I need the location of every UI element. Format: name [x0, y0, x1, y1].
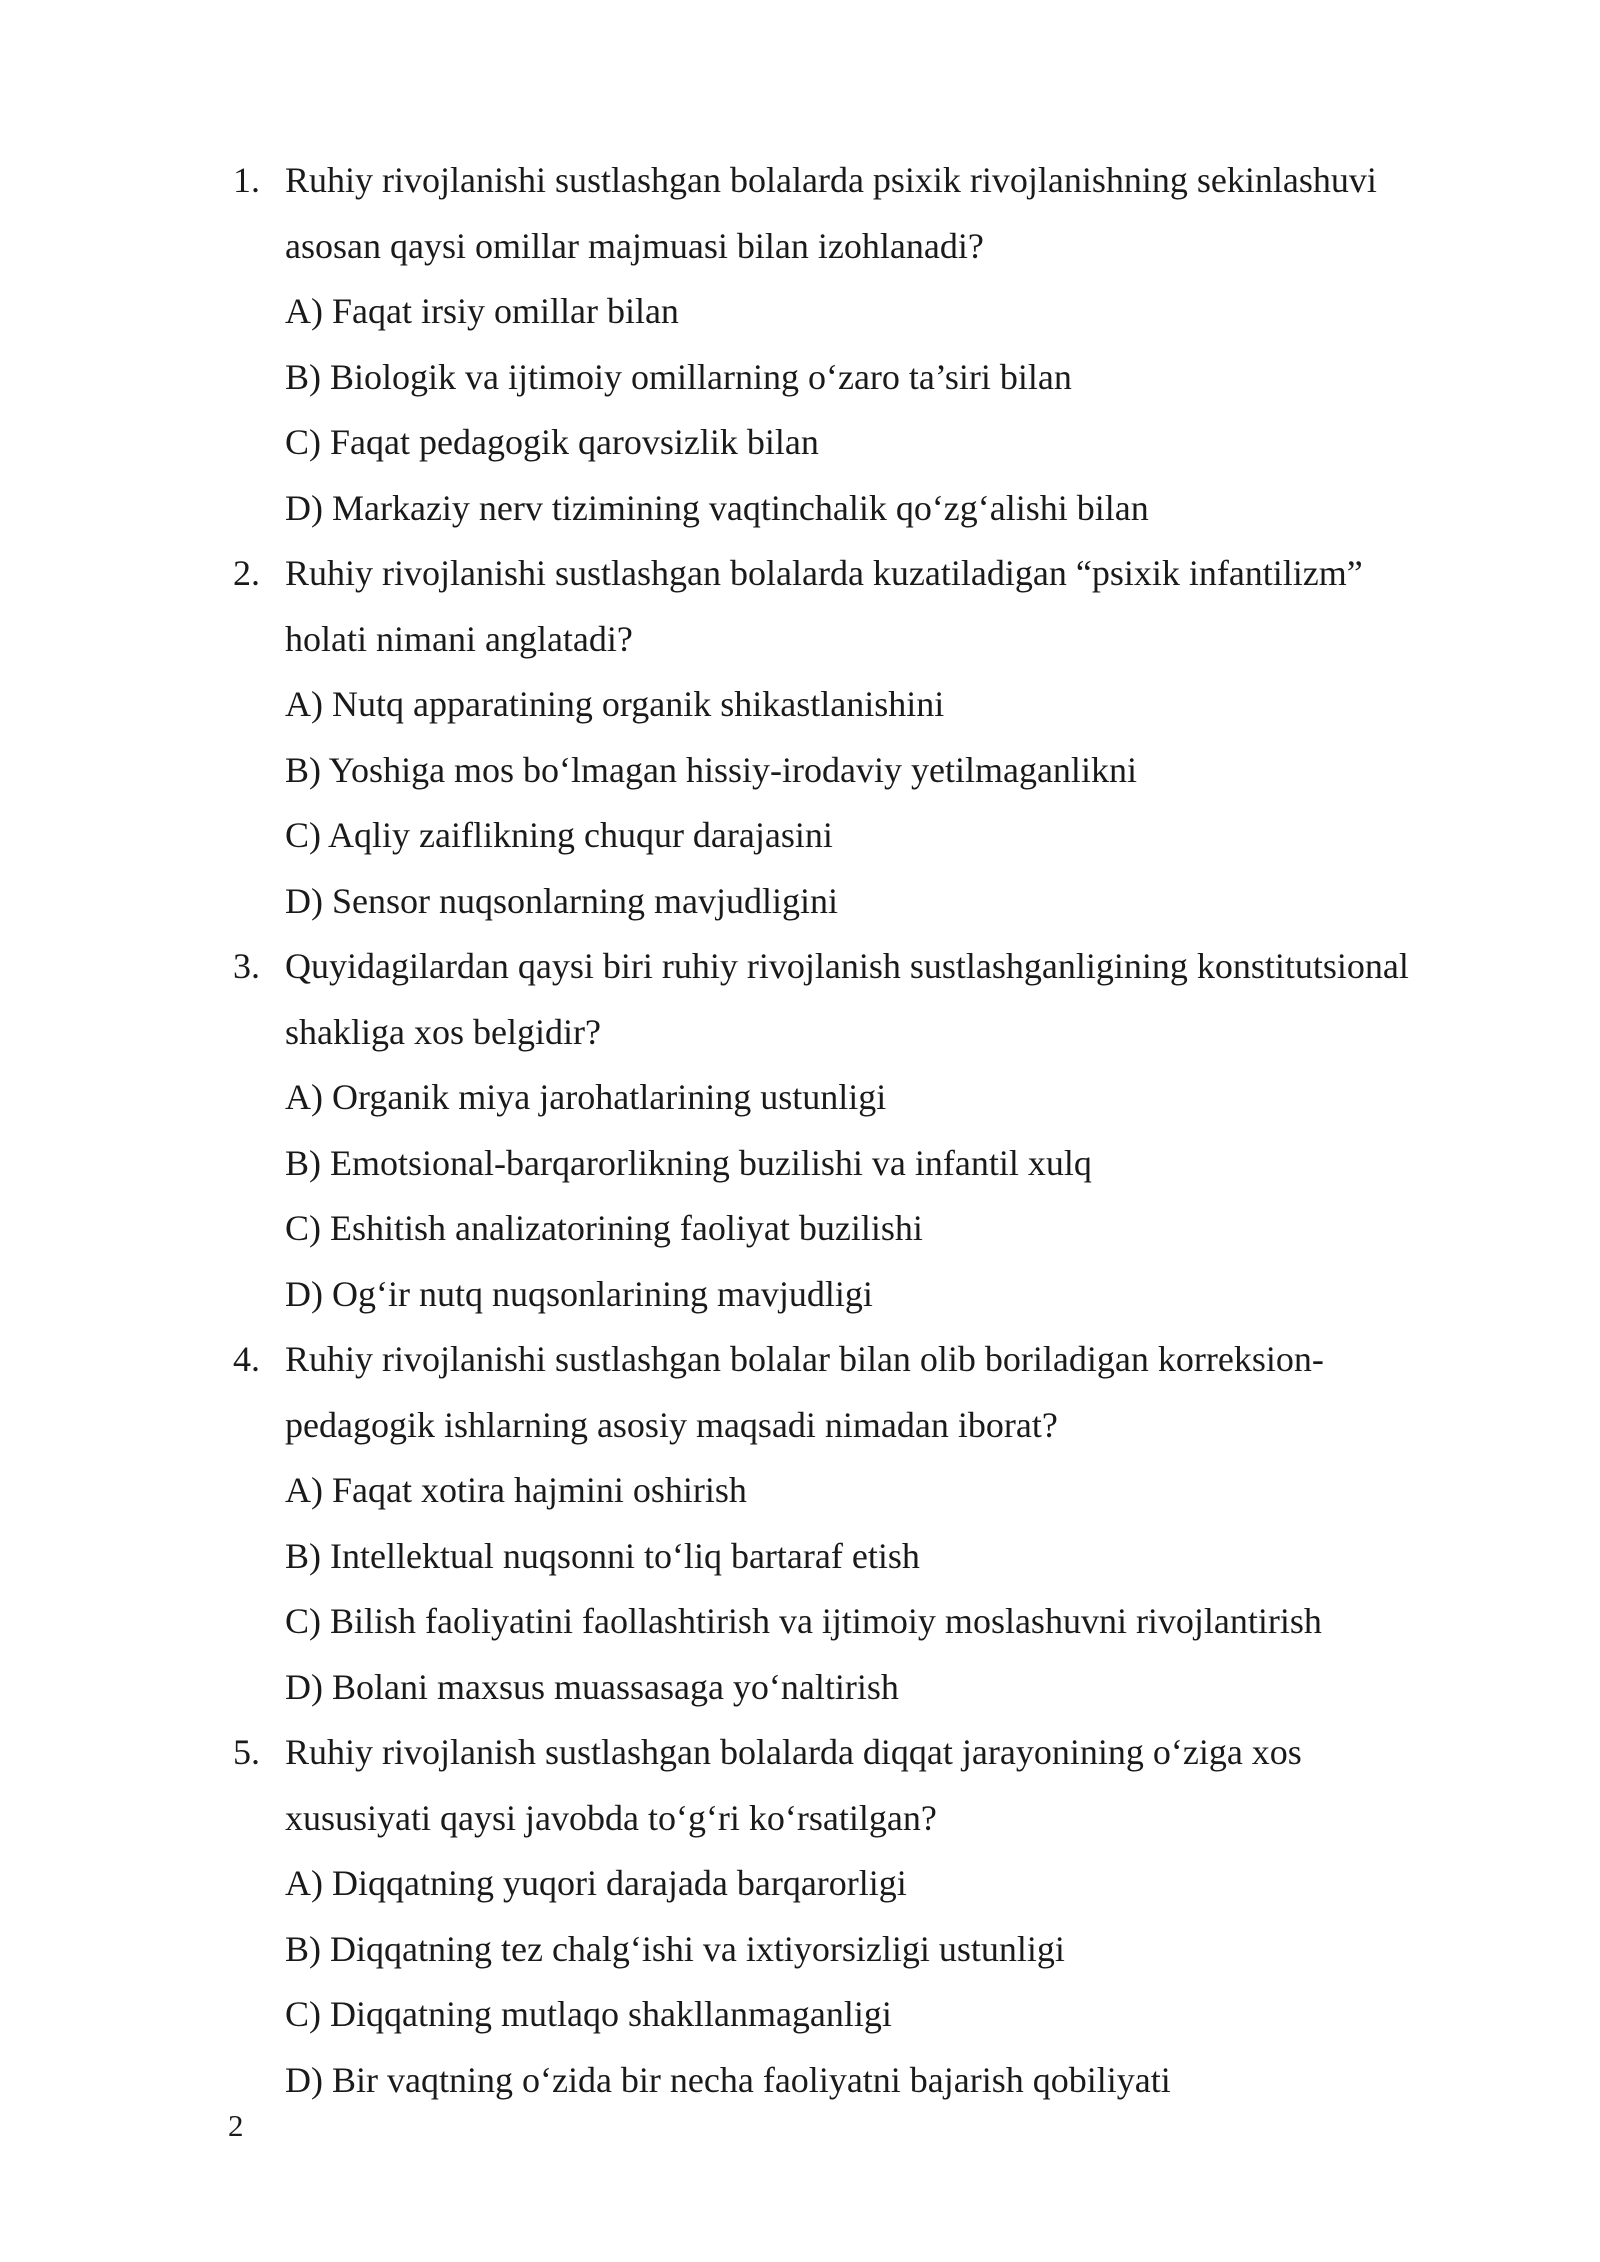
question-line: shakliga xos belgidir?	[285, 1011, 601, 1052]
question-text	[233, 1720, 1493, 1786]
question-item	[233, 1327, 1493, 1720]
answer-option-c: C) Aqliy zaiflikning chuqur darajasini	[285, 815, 833, 855]
answer-option-d: D) Og‘ir nutq nuqsonlarining mavjudligi	[285, 1273, 873, 1314]
answer-option-d: D) Bir vaqtning o‘zida bir necha faoliyatni bajarish qobiliyati	[285, 2059, 1171, 2100]
answer-option-d: D) Markaziy nerv tizimining vaqtinchalik qo‘zg‘alishi bilan	[285, 487, 1149, 528]
question-number: 3.	[233, 946, 260, 986]
answer-option-a: A) Organik miya jarohatlarining ustunligi	[285, 1077, 887, 1117]
question-line: xususiyati qaysi javobda to‘g‘ri ko‘rsatilgan?	[285, 1797, 937, 1838]
answer-option-c: C) Eshitish analizatorining faoliyat buzilishi	[285, 1208, 923, 1248]
answer-option-d: D) Sensor nuqsonlarning mavjudligini	[285, 880, 838, 921]
question-line: Quyidagilardan qaysi biri ruhiy rivojlanish sustlashganligining konstitutsional	[285, 946, 1409, 986]
answer-option-b: B) Biologik va ijtimoiy omillarning o‘zaro ta’siri bilan	[285, 356, 1072, 397]
question-number: 2.	[233, 553, 260, 593]
answer-option-c: C) Faqat pedagogik qarovsizlik bilan	[285, 422, 819, 462]
question-number: 5.	[233, 1732, 260, 1772]
answer-option-c: C) Diqqatning mutlaqo shakllanmaganligi	[285, 1994, 892, 2034]
answer-option-a: A) Nutq apparatining organik shikastlanishini	[285, 684, 945, 724]
question-item	[233, 148, 1493, 541]
answer-option-b: B) Yoshiga mos bo‘lmagan hissiy-irodaviy yetilmaganlikni	[285, 749, 1137, 790]
question-text	[233, 1327, 1493, 1393]
question-item	[233, 541, 1493, 934]
answer-option-a: A) Diqqatning yuqori darajada barqarorligi	[285, 1863, 907, 1903]
answer-option-b: B) Intellektual nuqsonni to‘liq bartaraf etish	[285, 1535, 920, 1576]
question-number: 4.	[233, 1339, 260, 1379]
answer-option-b: B) Diqqatning tez chalg‘ishi va ixtiyorsizligi ustunligi	[285, 1928, 1065, 1969]
question-item	[233, 1720, 1493, 2113]
answer-option-b: B) Emotsional-barqarorlikning buzilishi va infantil xulq	[285, 1142, 1092, 1183]
question-line: Ruhiy rivojlanishi sustlashgan bolalarda kuzatiladigan “psixik infantilizm”	[285, 553, 1363, 593]
question-item	[233, 934, 1493, 1327]
question-line: holati nimani anglatadi?	[285, 618, 633, 659]
question-text	[233, 148, 1493, 214]
question-number: 1.	[233, 160, 260, 200]
answer-option-a: A) Faqat xotira hajmini oshirish	[285, 1470, 747, 1510]
question-line: Ruhiy rivojlanishi sustlashgan bolalar bilan olib boriladigan korreksion-	[285, 1339, 1324, 1379]
answer-option-c: C) Bilish faoliyatini faollashtirish va ijtimoiy moslashuvni rivojlantirish	[285, 1601, 1322, 1641]
question-text	[233, 541, 1493, 607]
question-text	[233, 934, 1493, 1000]
answer-option-d: D) Bolani maxsus muassasaga yo‘naltirish	[285, 1666, 899, 1707]
question-list	[233, 148, 1493, 2113]
page-number: 2	[228, 2108, 244, 2143]
question-line: pedagogik ishlarning asosiy maqsadi nimadan iborat?	[285, 1404, 1058, 1445]
question-line: asosan qaysi omillar majmuasi bilan izohlanadi?	[285, 225, 984, 266]
question-line: Ruhiy rivojlanishi sustlashgan bolalarda psixik rivojlanishning sekinlashuvi	[285, 160, 1377, 200]
question-line: Ruhiy rivojlanish sustlashgan bolalarda diqqat jarayonining o‘ziga xos	[285, 1732, 1302, 1772]
answer-option-a: A) Faqat irsiy omillar bilan	[285, 291, 679, 331]
